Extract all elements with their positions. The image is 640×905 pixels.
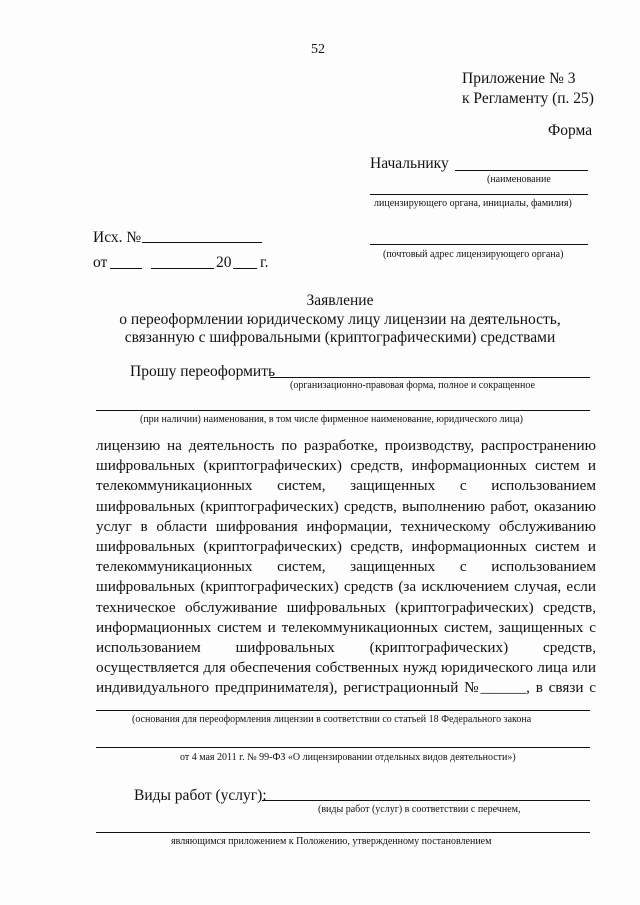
grounds-hint-1: (основания для переоформления лицензии в соответствии со статьей 18 Федерального закона	[132, 714, 532, 725]
grounds-line-2[interactable]	[96, 747, 590, 748]
grounds-line-1[interactable]	[96, 710, 590, 711]
addressee-label: Начальнику	[370, 155, 449, 172]
addressee-hint-2: лицензирующего органа, инициалы, фамилия)	[374, 198, 572, 209]
outgoing-date-label: от	[93, 254, 108, 271]
statement-subtitle-2: связанную с шифровальными (криптографическими) средствами	[124, 329, 556, 346]
addressee-line-2[interactable]	[370, 194, 588, 195]
works-label: Виды работ (услуг):	[134, 787, 267, 804]
date-year-line[interactable]	[233, 268, 257, 269]
statement-subtitle-1: о переоформлении юридическому лицу лицензии на деятельность,	[119, 311, 561, 328]
address-line[interactable]	[370, 244, 588, 245]
request-hint-2: (при наличии) наименования, в том числе фирменное наименование, юридического лица)	[140, 414, 523, 425]
body-line: лицензию на деятельность по разработке, производству, распространению	[96, 437, 596, 454]
body-line: телекоммуникационных систем, защищенных с использованием	[96, 558, 596, 576]
body-line: шифровальных (криптографических) средств (за исключением случая, если	[96, 578, 596, 596]
body-line: использованием шифровальных (криптографических) средств,	[96, 638, 596, 656]
grounds-hint-2: от 4 мая 2011 г. № 99-ФЗ «О лицензировании отдельных видов деятельности»)	[180, 752, 516, 763]
body-line: телекоммуникационных систем, защищенных с использованием	[96, 477, 596, 495]
request-hint-1: (организационно-правовая форма, полное и сокращенное	[290, 380, 535, 391]
date-year-prefix: 20	[216, 254, 232, 271]
body-line: шифровальных (криптографических) средств, выполнению работ, оказанию	[96, 497, 596, 515]
page-number: 52	[311, 42, 325, 57]
body-line: осуществляется для обеспечения собственных нужд юридического лица или	[96, 659, 596, 677]
works-hint-2: являющимся приложением к Положению, утвержденному постановлением	[171, 836, 492, 847]
addressee-line[interactable]	[455, 170, 588, 171]
form-label: Форма	[548, 122, 593, 139]
body-line: услуг в области шифрования информации, техническому обслуживанию	[96, 517, 596, 535]
statement-body	[96, 436, 596, 698]
body-line: информационных систем и телекоммуникационных систем, защищенных с	[96, 618, 596, 636]
request-line-2[interactable]	[96, 410, 590, 411]
outgoing-number-line[interactable]	[142, 242, 262, 243]
appendix-label: Приложение № 3	[462, 70, 576, 87]
request-label: Прошу переоформить	[130, 363, 276, 380]
body-line: индивидуального предпринимателя), регистрационный №______, в связи с	[96, 679, 596, 697]
date-year-suffix: г.	[260, 254, 269, 271]
date-day-line[interactable]	[110, 268, 142, 269]
body-line: шифровальных (криптографических) средств, информационных систем и	[96, 537, 596, 555]
regulation-label: к Регламенту (п. 25)	[462, 90, 594, 107]
address-hint: (почтовый адрес лицензирующего органа)	[383, 249, 564, 260]
works-hint-1: (виды работ (услуг) в соответствии с перечнем,	[318, 804, 521, 815]
body-line: шифровальных (криптографических) средств, информационных систем и	[96, 457, 596, 475]
body-line: техническое обслуживание шифровальных (криптографических) средств,	[96, 598, 596, 616]
date-month-line[interactable]	[151, 268, 214, 269]
works-line-1[interactable]	[262, 800, 590, 801]
request-line[interactable]	[270, 377, 590, 378]
outgoing-number-label: Исх. №	[93, 229, 142, 246]
statement-title: Заявление	[306, 292, 374, 309]
addressee-hint-1: (наименование	[487, 174, 551, 185]
works-line-2[interactable]	[96, 832, 590, 833]
